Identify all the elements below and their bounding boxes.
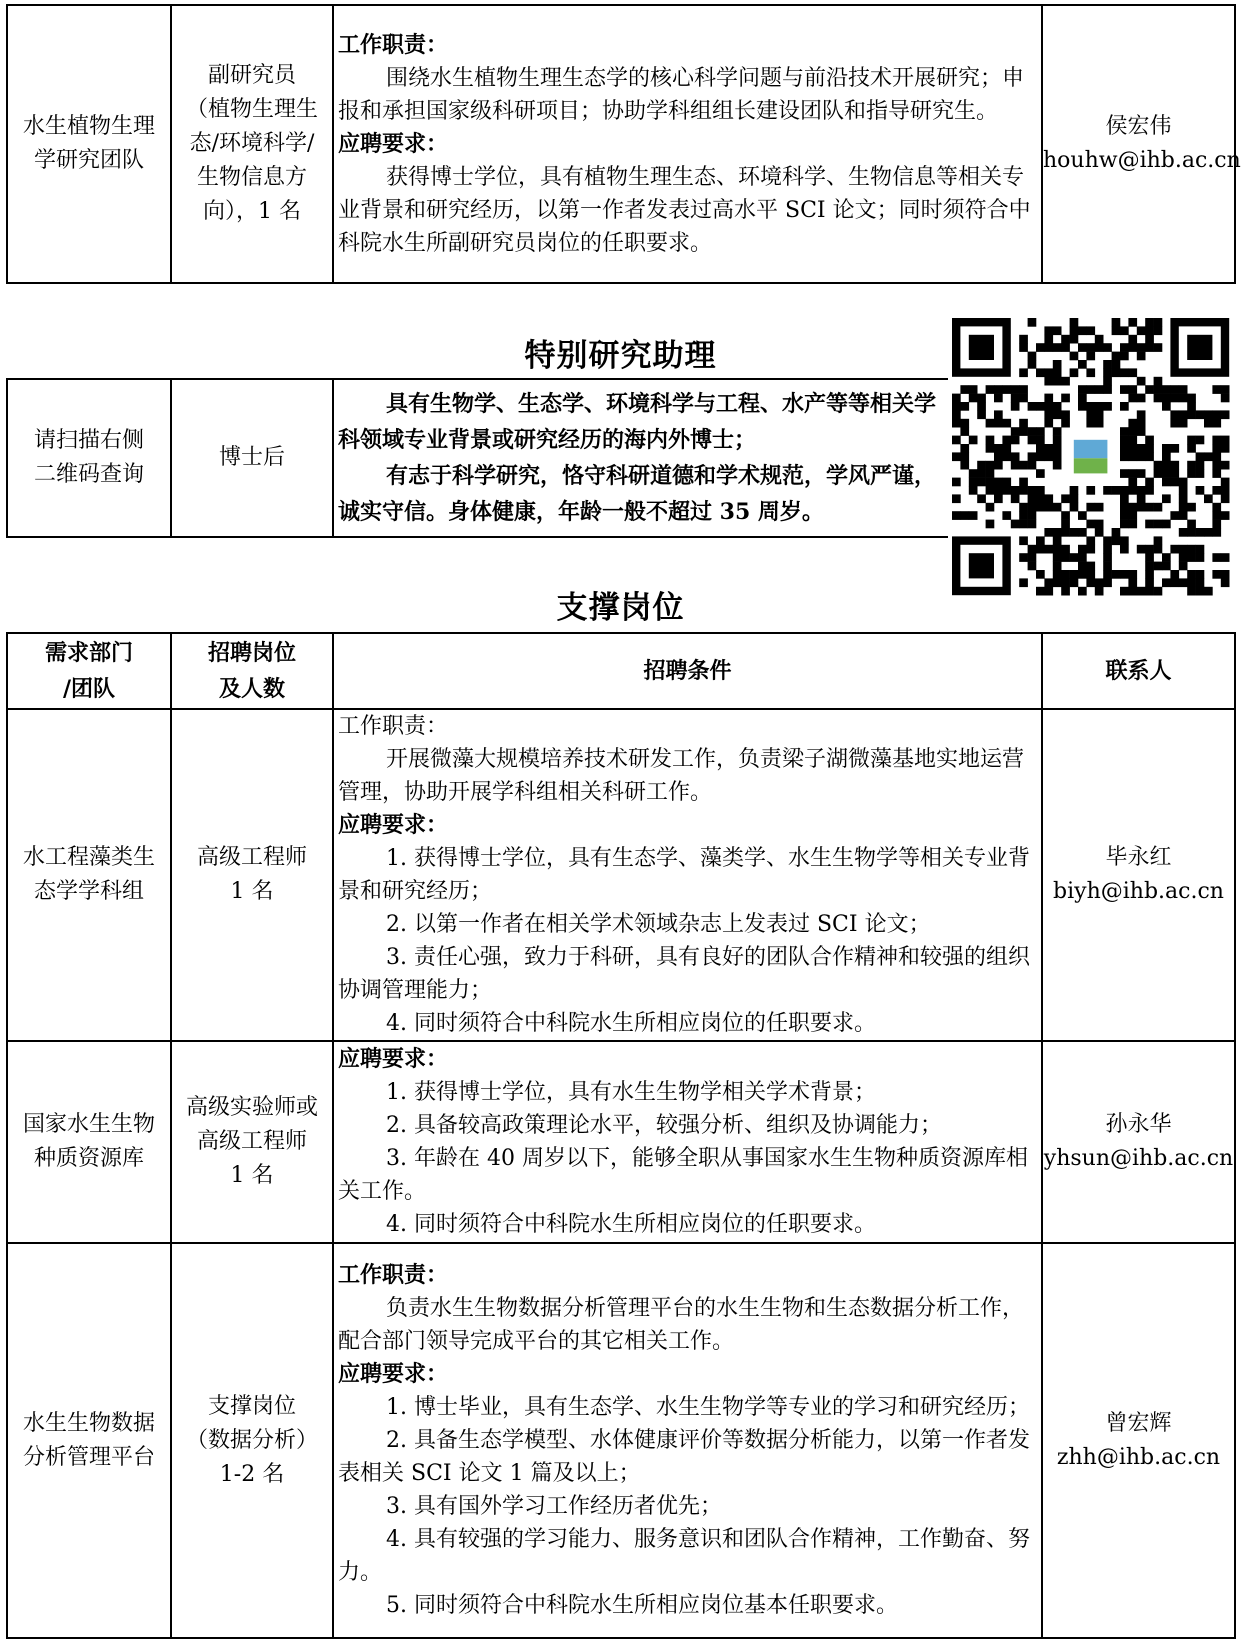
dept-cell [7,379,171,537]
contact-cell [1042,5,1241,283]
cond-para: 3. 具有国外学习工作经历者优先； [386,1494,722,1519]
cond-para: 具有生物学、生态学、环境科学与工程、水产等等相关学科领域专业背景或研究经历的海内外博士； [338,391,937,453]
cond-heading: 应聘要求： [338,812,449,838]
dept-line: 态学学科组 [33,879,144,904]
contact-cell [1042,1243,1235,1638]
section-title-special: 特别研究助理 [524,338,717,374]
cond-para: 4. 具有较强的学习能力、服务意识和团队合作精神，工作勤奋、努力。 [338,1527,1030,1585]
header-row [7,633,1235,709]
cond-heading: 工作职责： [338,1262,449,1288]
qr-code-icon [948,312,1236,608]
table-row [7,1041,1235,1243]
qr-code[interactable] [948,312,1236,608]
dept-line: 水工程藻类生 [22,845,155,870]
pos-line: 1 名 [230,1163,274,1188]
position-cell [171,1243,333,1638]
dept-cell [7,1243,171,1638]
pos-line: 高级工程师 [196,1129,307,1154]
header-line: 及人数 [218,676,285,702]
cond-heading: 应聘要求： [338,130,449,157]
dept-line: 国家水生生物 [22,1112,155,1137]
pos-line: 态/环境科学/ [189,131,315,156]
cond-para: 负责水生生物数据分析管理平台的水生生物和生态数据分析工作，配合部门领导完成平台的其它相关工作。 [338,1296,1025,1354]
pos-line: 副研究员 [207,63,296,88]
pos-line: 高级实验师或 [185,1095,318,1120]
top-table [6,4,1241,284]
cond-para: 获得博士学位，具有植物生理生态、环境科学、生物信息等相关专业背景和研究经历，以第一作者发表过高水平 SCI 论文；同时须符合中科院水生所副研究员岗位的任职要求。 [338,164,1031,256]
pos-line: 向），1 名 [203,199,301,224]
cond-para: 围绕水生植物生理生态学的核心科学问题与前沿技术开展研究；申报和承担国家级科研项目；协助学科组组长建设团队和指导研究生。 [338,65,1025,124]
header-conditions: 招聘条件 [333,633,1042,709]
contact-email[interactable]: zhh@ihb.ac.cn [1056,1444,1221,1470]
dept-line: 水生植物生理 [22,114,155,139]
dept-line: 学研究团队 [33,148,144,173]
cond-heading: 工作职责： [338,31,449,58]
cond-heading: 应聘要求： [338,1361,449,1387]
cond-para: 5. 同时须符合中科院水生所相应岗位基本任职要求。 [386,1593,898,1618]
cond-para: 开展微藻大规模培养技术研发工作，负责梁子湖微藻基地实地运营管理，协助开展学科组相关科研工作。 [338,747,1025,805]
conditions-cell [333,379,951,537]
cond-para: 4. 同时须符合中科院水生所相应岗位的任职要求。 [386,1212,876,1237]
cond-para: 3. 年龄在 40 周岁以下，能够全职从事国家水生生物种质资源库相关工作。 [338,1146,1028,1204]
cond-heading: 工作职责： [338,714,449,739]
pos-line: 1 名 [230,879,274,904]
cond-para: 2. 以第一作者在相关学术领域杂志上发表过 SCI 论文； [386,912,931,937]
dept-line: 种质资源库 [33,1146,144,1171]
support-table [6,632,1236,1639]
cond-heading: 应聘要求： [338,1046,449,1072]
position-cell [171,5,333,283]
cond-para: 4. 同时须符合中科院水生所相应岗位的任职要求。 [386,1011,876,1036]
contact-cell [1042,709,1235,1041]
pos-line: （数据分析） [185,1427,318,1453]
cond-para: 有志于科学研究，恪守科研道德和学术规范，学风严谨，诚实守信。身体健康，年龄一般不超过 35 周岁。 [338,463,937,525]
position-cell: 博士后 [171,379,333,537]
cond-para: 2. 具备较高政策理论水平，较强分析、组织及协调能力； [386,1113,942,1138]
conditions-cell [333,1243,1042,1638]
contact-name: 曾宏辉 [1105,1410,1172,1436]
dept-line: 水生生物数据 [22,1410,155,1436]
conditions-cell [333,1041,1042,1243]
pos-line: （植物生理生 [185,97,318,122]
pos-line: 生物信息方 [196,165,307,190]
header-dept [7,633,171,709]
contact-name: 侯宏伟 [1105,114,1172,139]
dept-cell [7,1041,171,1243]
conditions-cell [333,709,1042,1041]
contact-name: 孙永华 [1105,1112,1172,1137]
table-row [7,5,1235,283]
table-row [7,709,1235,1041]
table-row [7,1243,1235,1638]
special-table [6,378,951,538]
section-title-support: 支撑岗位 [556,590,685,626]
contact-cell [1042,1041,1235,1243]
header-position [171,633,333,709]
contact-email[interactable]: yhsun@ihb.ac.cn [1043,1146,1234,1171]
dept-line: 二维码查询 [33,462,144,487]
dept-cell [7,709,171,1041]
dept-line: 请扫描右侧 [33,428,144,453]
position-cell [171,1041,333,1243]
cond-para: 2. 具备生态学模型、水体健康评价等数据分析能力，以第一作者发表相关 SCI 论文 1 篇及以上； [338,1428,1030,1486]
cond-para: 3. 责任心强，致力于科研，具有良好的团队合作精神和较强的组织协调管理能力； [338,945,1030,1003]
dept-cell [7,5,171,283]
header-line: 招聘岗位 [207,640,296,666]
table-row [7,379,951,537]
header-line: /团队 [62,676,116,702]
dept-line: 分析管理平台 [22,1444,155,1470]
cond-para: 1. 博士毕业，具有生态学、水生生物学等专业的学习和研究经历； [386,1395,1030,1420]
contact-email[interactable]: biyh@ihb.ac.cn [1053,879,1224,904]
header-line: 需求部门 [44,640,133,666]
pos-line: 1-2 名 [219,1461,285,1487]
position-cell [171,709,333,1041]
header-contact: 联系人 [1042,633,1235,709]
pos-line: 支撑岗位 [207,1393,296,1419]
cond-para: 1. 获得博士学位，具有生态学、藻类学、水生生物学等相关专业背景和研究经历； [338,846,1030,904]
conditions-cell [333,5,1042,283]
pos-line: 高级工程师 [196,845,307,870]
contact-name: 毕永红 [1105,845,1172,870]
cond-para: 1. 获得博士学位，具有水生生物学相关学术背景； [386,1080,876,1105]
contact-email[interactable]: houhw@ihb.ac.cn [1043,148,1241,173]
